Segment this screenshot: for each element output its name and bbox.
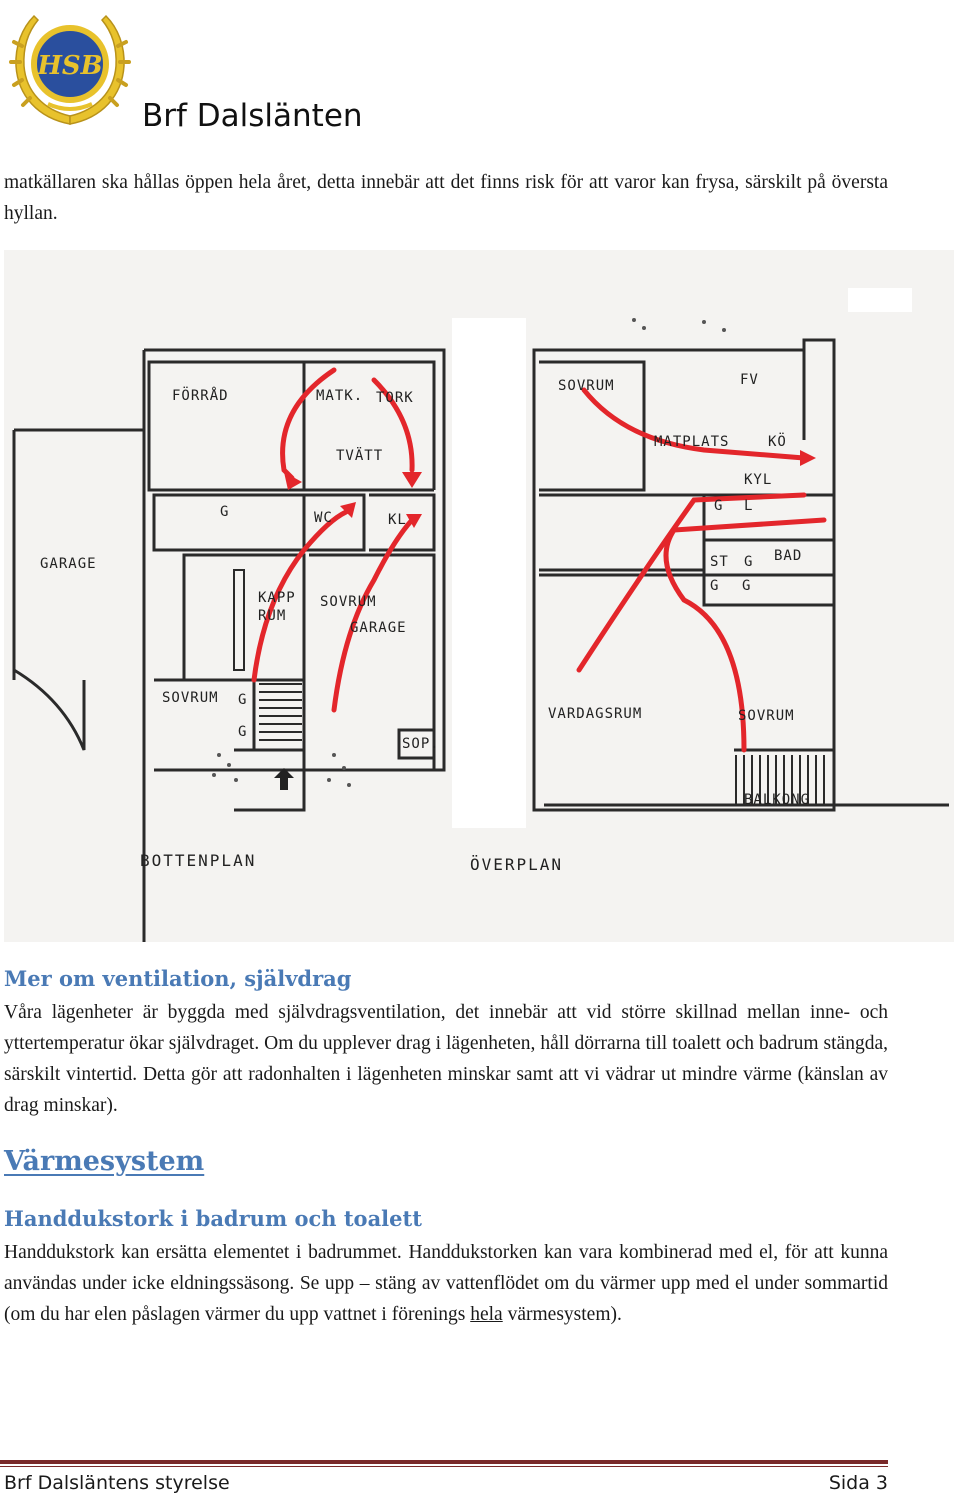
label-kapp: KAPP: [258, 590, 296, 606]
heading-ventilation: Mer om ventilation, självdrag: [4, 966, 352, 991]
label-forrad: FÖRRÅD: [172, 388, 229, 404]
label-rum: RUM: [258, 608, 287, 624]
plan-gap-strip: [452, 318, 526, 828]
label-g-4: G: [742, 578, 752, 594]
label-matplats: MATPLATS: [654, 434, 730, 450]
label-kyl: KYL: [744, 472, 773, 488]
label-g-3: G: [710, 578, 720, 594]
label-l-1: L: [744, 498, 754, 514]
label-g1: G: [220, 504, 230, 520]
ventilation-floorplan: [4, 250, 954, 942]
ventilation-paragraph: Våra lägenheter är byggda med självdragsventilation, det innebär att vid större skillnad mellan inne- och yttertemperatur ökar självdraget. Om du upplever drag i lägenheten, håll dörrarna till toalett och badrum stängda, särskilt vintertid. Detta gör att radonhalten i lägenheten minskar samt att vi vädrar ut mindre värme (känslan av drag minskar).: [4, 1002, 888, 1116]
label-balkong: BALKONG: [744, 792, 811, 808]
label-st: ST: [710, 554, 729, 570]
label-overplan: ÖVERPLAN: [470, 855, 564, 874]
heading-heating-system: Värmesystem: [4, 1146, 205, 1177]
hsb-logo: [8, 6, 132, 130]
label-tork: TORK: [376, 390, 414, 406]
label-g-2: G: [744, 554, 754, 570]
label-garage: GARAGE: [40, 556, 97, 572]
heading-towel-rail: Handdukstork i badrum och toalett: [4, 1206, 422, 1231]
label-sop: SOP.: [402, 736, 440, 752]
label-g3: G: [238, 724, 248, 740]
label-g2: G: [238, 692, 248, 708]
label-sovrum-top: SOVRUM: [558, 378, 615, 394]
logo-text: HSB: [37, 51, 103, 81]
label-matk: MATK.: [316, 388, 364, 404]
intro-paragraph: matkällaren ska hållas öppen hela året, detta innebär att det finns risk för att varor kan frysa, särskilt på översta hyllan.: [4, 172, 888, 224]
footer-rule-thin: [0, 1466, 888, 1467]
label-bottenplan: BOTTENPLAN: [140, 851, 257, 870]
heating-text-2: värmesystem).: [502, 1304, 622, 1325]
label-sovrum-right: SOVRUM: [738, 708, 795, 724]
heating-text-underlined: hela: [470, 1304, 503, 1325]
label-bad: BAD: [774, 548, 803, 564]
footer-board-name: Brf Dalsläntens styrelse: [4, 1472, 230, 1494]
label-ko: KÖ: [768, 434, 787, 450]
label-sovrum-bottom: SOVRUM: [162, 690, 219, 706]
label-g-1: G: [714, 498, 724, 514]
footer-page-number: Sida 3: [828, 1472, 888, 1494]
label-vardagsrum: VARDAGSRUM: [548, 706, 643, 722]
label-sovrum-garage-2: GARAGE: [350, 620, 407, 636]
label-fv: FV: [740, 372, 759, 388]
plan-corner-patch: [848, 288, 912, 312]
document-title: Brf Dalslänten: [142, 98, 363, 134]
heating-paragraph: [4, 1237, 888, 1330]
footer-rule-thick: [0, 1460, 888, 1464]
label-tvatt: TVÄTT: [336, 448, 384, 464]
label-sovrum-garage-1: SOVRUM: [320, 594, 377, 610]
label-kl: KL: [388, 512, 407, 528]
heating-text-1: Handdukstork kan ersätta elementet i badrummet. Handdukstorken kan vara kombinerad med el, för att kunna användas under icke eldningssäsong. Se upp – stäng av vattenflödet om du värmer upp med el under sommartid (om du har elen påslagen värmer du upp vattnet i förenings: [4, 1242, 888, 1325]
label-wc: WC: [314, 510, 333, 526]
